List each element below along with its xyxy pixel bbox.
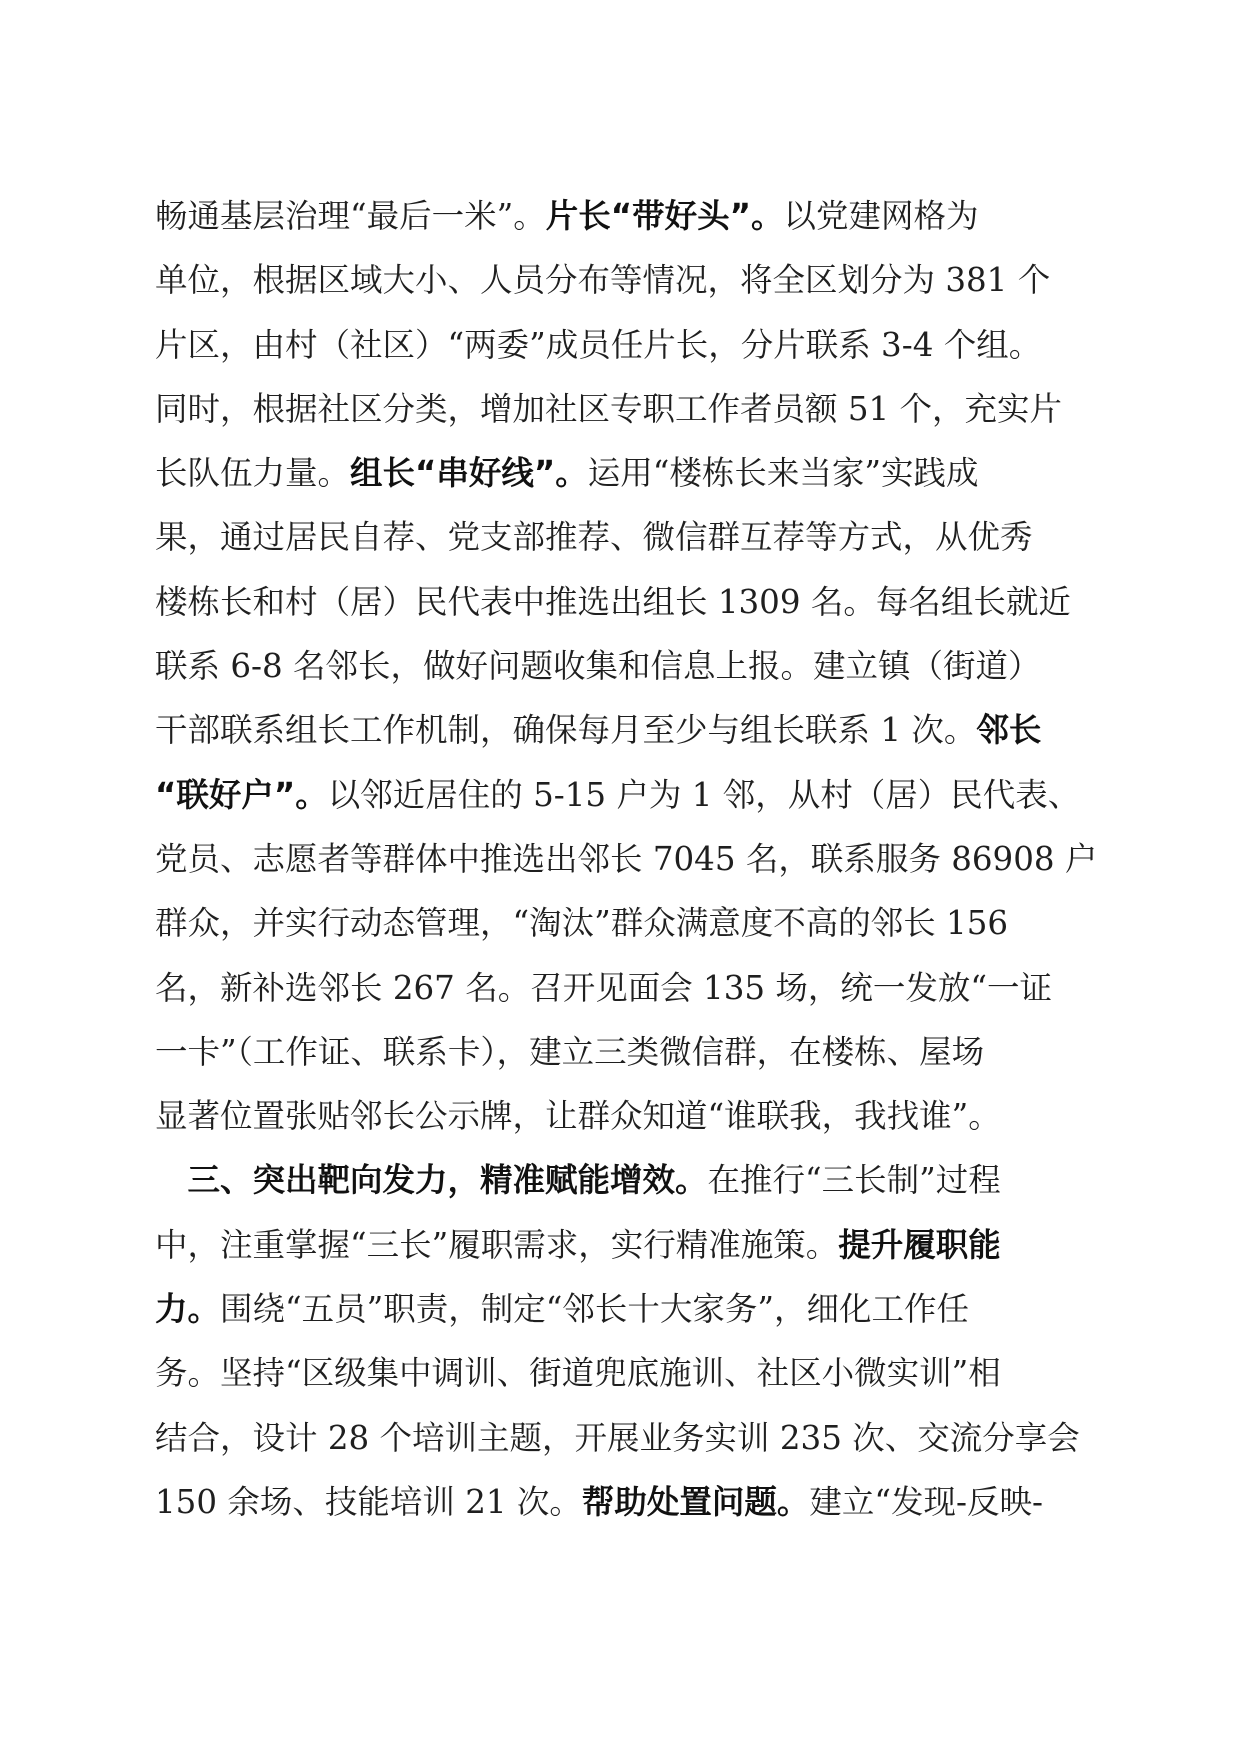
bold-heading-text: 提升履职能 (838, 1225, 1001, 1264)
text-line (155, 634, 1085, 698)
text-line (155, 570, 1085, 634)
bold-heading-text: “联好户”。 (155, 775, 328, 814)
body-text-segment: 干部联系组长工作机制，确保每月至少与组长联系 1 次。 (155, 711, 977, 750)
body-text-segment: 以党建网格为 (783, 197, 979, 235)
body-text-segment: 一卡”（工作证、联系卡），建立三类微信群，在楼栋、屋场 (155, 1032, 985, 1071)
bold-heading-text: 三、突出靶向发力，精准赋能增效。 (155, 1161, 708, 1200)
body-text-segment: 群众，并实行动态管理，“淘汰”群众满意度不高的邻长 156 (155, 904, 1009, 943)
text-line (155, 1341, 1085, 1405)
text-line (155, 313, 1085, 377)
bold-heading-text: 片长“带好头”。 (545, 197, 784, 235)
bold-heading-text: 邻长 (976, 711, 1042, 750)
body-text-segment: 单位，根据区域大小、人员分布等情况，将全区划分为 381 个 (155, 261, 1051, 300)
text-line (155, 763, 1085, 827)
body-text-segment: 围绕“五员”职责，制定“邻长十大家务”，细化工作任 (220, 1290, 969, 1329)
text-line (155, 377, 1085, 441)
text-line (155, 956, 1085, 1020)
text-line (155, 698, 1085, 762)
text-line (155, 505, 1085, 569)
body-text-segment: 果，通过居民自荐、党支部推荐、微信群互荐等方式，从优秀 (155, 518, 1033, 557)
body-text-segment: 楼栋长和村（居）民代表中推选出组长 1309 名。每名组长就近 (155, 582, 1071, 621)
body-text-segment: 联系 6-8 名邻长，做好问题收集和信息上报。建立镇（街道） (155, 647, 1041, 686)
body-text-segment: 中，注重掌握“三长”履职需求，实行精准施策。 (155, 1225, 839, 1264)
text-line (155, 1470, 1085, 1534)
text-line (155, 1213, 1085, 1277)
body-text-segment: 长队伍力量。 (155, 454, 351, 493)
body-text-segment: 150 余场、技能培训 21 次。 (155, 1482, 582, 1521)
text-line (155, 1020, 1085, 1084)
body-text-segment: 以邻近居住的 5-15 户为 1 邻，从村（居）民代表、 (327, 775, 1081, 814)
bold-heading-text: 帮助处置问题。 (581, 1482, 810, 1521)
body-text-segment: 在推行“三长制”过程 (707, 1161, 1001, 1200)
body-text-segment: 同时，根据社区分类，增加社区专职工作者员额 51 个，充实片 (155, 389, 1063, 428)
body-text-segment: 建立“发现-反映- (809, 1482, 1043, 1521)
text-line (155, 827, 1098, 891)
body-text-segment: 显著位置张贴邻长公示牌，让群众知道“谁联我，我找谁”。 (155, 1097, 1001, 1136)
text-line (155, 441, 1085, 505)
text-line (155, 248, 1085, 312)
body-text (155, 184, 1098, 1534)
text-line (155, 1277, 1085, 1341)
bold-heading-text: 力。 (155, 1290, 221, 1329)
body-text-segment: 党员、志愿者等群体中推选出邻长 7045 名，联系服务 86908 户 (155, 839, 1098, 878)
body-text-segment: 运用“楼栋长来当家”实践成 (587, 454, 979, 493)
body-text-segment: 畅通基层治理“最后一米”。 (155, 197, 546, 235)
text-line (155, 184, 1085, 248)
body-text-segment: 名，新补选邻长 267 名。召开见面会 135 场，统一发放“一证 (155, 968, 1053, 1007)
body-text-segment: 片区，由村（社区）“两委”成员任片长，分片联系 3-4 个组。 (155, 325, 1042, 364)
text-line (155, 1406, 1085, 1470)
bold-heading-text: 组长“串好线”。 (350, 454, 588, 493)
text-line (155, 1084, 1085, 1148)
text-line (155, 891, 1085, 955)
body-text-segment: 结合，设计 28 个培训主题，开展业务实训 235 次、交流分享会 (155, 1418, 1080, 1457)
body-text-segment: 务。坚持“区级集中调训、街道兜底施训、社区小微实训”相 (155, 1354, 1001, 1393)
text-line (155, 1148, 1085, 1212)
